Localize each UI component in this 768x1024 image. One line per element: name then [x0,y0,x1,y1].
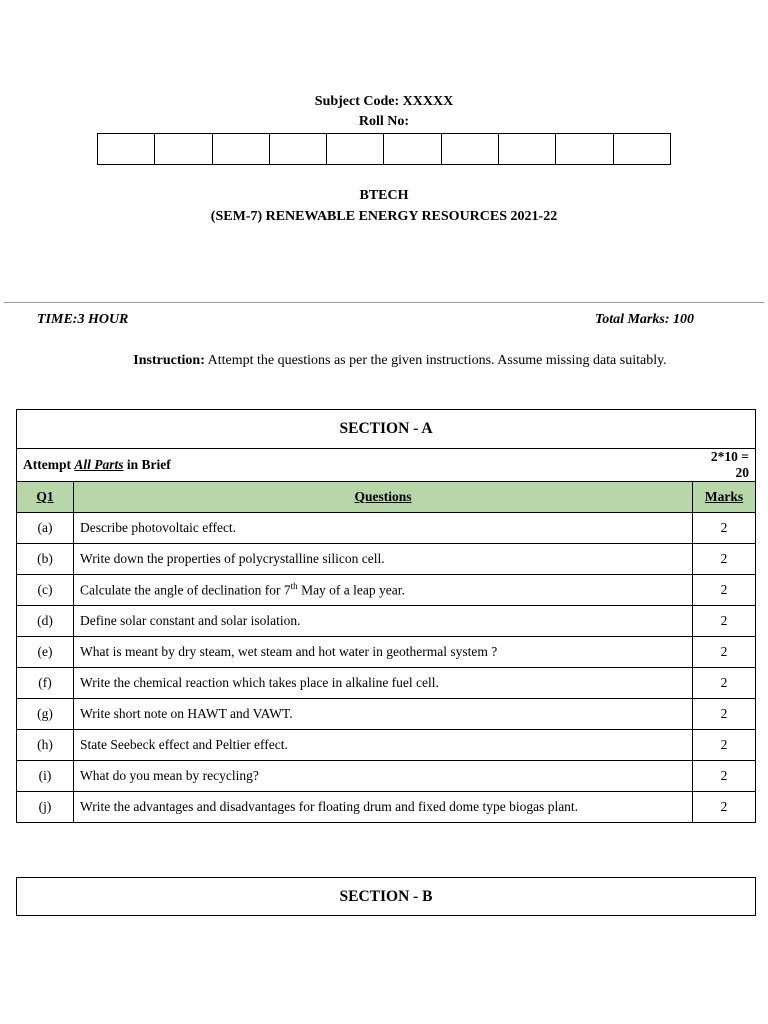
question-text [74,575,693,606]
question-marks: 2 [693,699,756,730]
question-text: Describe photovoltaic effect. [74,513,693,544]
question-text: Write short note on HAWT and VAWT. [74,699,693,730]
question-text: Write the advantages and disadvantages for floating drum and fixed dome type biogas plant. [74,792,693,823]
question-row [17,575,756,606]
question-row [17,730,756,761]
question-number: (f) [17,668,74,699]
subject-code: Subject Code: XXXXX [314,94,454,109]
question-text-part: May of a leap year. [297,582,405,598]
question-marks: 2 [693,792,756,823]
question-number: (h) [17,730,74,761]
question-row [17,699,756,730]
roll-digit-box[interactable] [155,134,212,164]
question-row [17,513,756,544]
question-number: (g) [17,699,74,730]
instruction-text: Attempt the questions as per the given instructions. Assume missing data suitably. [204,353,667,368]
question-text: State Seebeck effect and Peltier effect. [74,730,693,761]
section-a-marks-formula: 2*10 = 20 [693,449,756,482]
roll-digit-box[interactable] [327,134,384,164]
question-row [17,668,756,699]
instruction-label: Instruction: [133,353,205,368]
question-number: (j) [17,792,74,823]
question-row [17,637,756,668]
question-text: What do you mean by recycling? [74,761,693,792]
question-marks: 2 [693,606,756,637]
section-b-title: SECTION - B [16,877,756,916]
roll-digit-box[interactable] [499,134,556,164]
instruction [0,353,768,369]
question-text: Write the chemical reaction which takes place in alkaline fuel cell. [74,668,693,699]
question-text: Define solar constant and solar isolation. [74,606,693,637]
section-a-table [16,409,756,823]
roll-digit-box[interactable] [98,134,155,164]
roll-digit-box[interactable] [384,134,441,164]
question-number: (e) [17,637,74,668]
question-marks: 2 [693,668,756,699]
question-marks: 2 [693,730,756,761]
divider [4,302,764,303]
question-number: (i) [17,761,74,792]
col-header-marks: Marks [693,482,756,513]
attempt-suffix: in Brief [123,457,171,472]
program-name: BTECH [359,188,409,203]
attempt-instruction [17,449,693,482]
question-number: (a) [17,513,74,544]
question-text-part: Calculate the angle of declination for 7 [80,582,291,598]
roll-no-label: Roll No: [358,114,410,129]
roll-digit-box[interactable] [213,134,270,164]
question-number: (d) [17,606,74,637]
section-a-title: SECTION - A [17,410,756,449]
question-row [17,761,756,792]
question-marks: 2 [693,544,756,575]
attempt-prefix: Attempt [23,457,75,472]
attempt-emphasis: All Parts [74,457,124,472]
roll-digit-box[interactable] [614,134,670,164]
col-header-q1: Q1 [17,482,74,513]
question-number: (c) [17,575,74,606]
question-text: What is meant by dry steam, wet steam and hot water in geothermal system ? [74,637,693,668]
roll-digit-box[interactable] [556,134,613,164]
question-marks: 2 [693,575,756,606]
roll-digit-box[interactable] [442,134,499,164]
question-marks: 2 [693,761,756,792]
question-row [17,544,756,575]
question-row [17,792,756,823]
paper-title: (SEM-7) RENEWABLE ENERGY RESOURCES 2021-22 [210,209,558,224]
question-text-superscript: th [290,581,298,592]
col-header-questions: Questions [74,482,693,513]
question-marks: 2 [693,513,756,544]
question-number: (b) [17,544,74,575]
roll-digit-box[interactable] [270,134,327,164]
total-marks: Total Marks: 100 [594,312,694,327]
question-row [17,606,756,637]
question-text: Write down the properties of polycrystalline silicon cell. [74,544,693,575]
roll-number-boxes[interactable] [97,133,671,165]
exam-time: TIME:3 HOUR [37,312,129,327]
question-marks: 2 [693,637,756,668]
